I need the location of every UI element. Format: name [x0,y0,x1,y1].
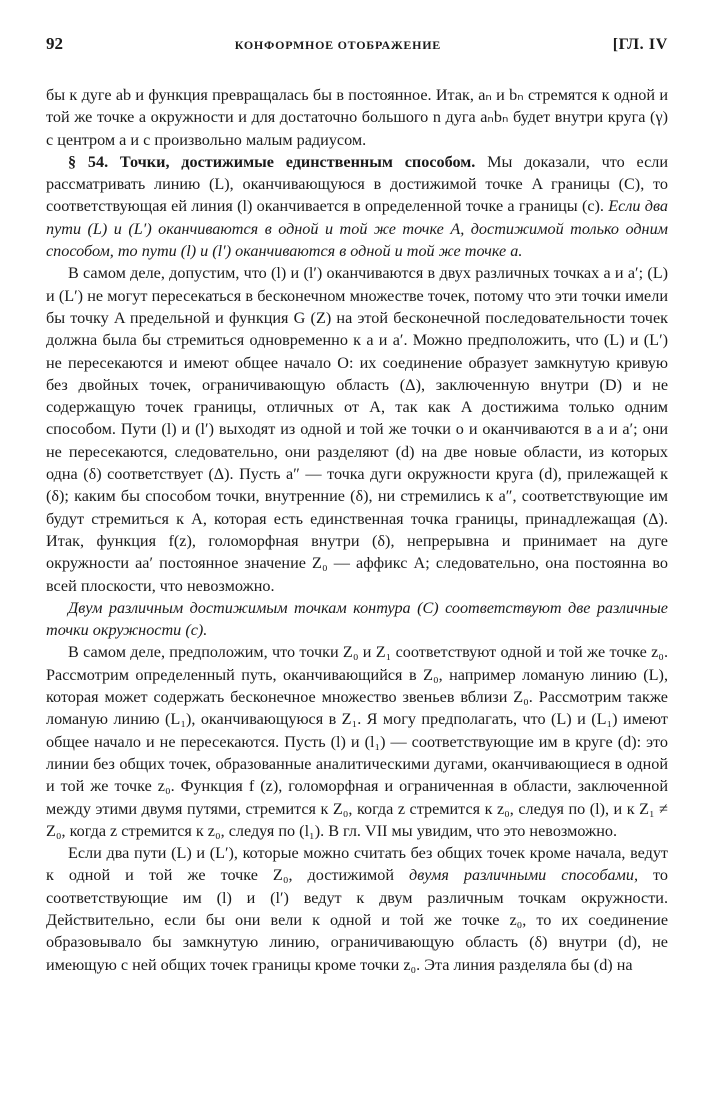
chapter-reference: [ГЛ. IV [612,36,668,53]
final-paragraph-start: Если два пути (L) и (L′), которые можно считать без общих точек кроме начала, ведут к одной и той же точке Z₀, достижимой [46,844,668,885]
final-paragraph-end: то соответствующие им (l) и (l′) ведут к двум различным точкам окружности. Действительно, если бы они вели к одной и той же точке z₀, то их соединение образовывало бы замкнутую линию, ограничивающую область (δ) внутри (d), не имеющую с ней общих точек границы кроме точки z₀. Эта линия разделяла бы (d) на [46,866,669,974]
paragraph-continuation: бы к дуге ab и функция превращалась бы в постоянное. Итак, aₙ и bₙ стремятся к одной и той же точке a окружности и для достаточно большого n дуга aₙbₙ будет внутри круга (γ) с центром a и с произвольно малым радиусом. [46,86,668,149]
running-title: КОНФОРМНОЕ ОТОБРАЖЕНИЕ [234,38,441,52]
body-text [46,84,668,976]
page-number: 92 [46,34,63,53]
section-paragraph [46,151,668,262]
proof-paragraph: В самом деле, допустим, что (l) и (l′) оканчиваются в двух различных точках a и a′; (L) и (L′) не могут пересекаться в бесконечном множестве точек, потому что эти точки имели бы точку A предельной и функция G (Z) на этой бесконечной последовательности точек должна была бы стремиться одновременно к a и a′. Можно предположить, что (L) и (L′) не пересекаются и имеют общее начало O: их соединение образует замкнутую кривую без двойных точек, ограничивающую область (Δ), заключенную внутри (D) и не содержащую точек границы, отличных от A, так как A достижима только одним способом. Пути (l) и (l′) выходят из одной и той же точки o и оканчиваются в a и a′; они не пересекаются, следовательно, они разделяют (d) на две новые области, из которых одна (δ) соответствует (Δ). Пусть a″ — точка дуги окружности круга (d), прилежащей к (δ); каким бы способом точки, внутренние (δ), ни стремились к a″, соответствующие им будут стремиться к A, которая есть единственная точка границы, принадлежащая (Δ). Итак, функция f(z), голоморфная внутри (δ), непрерывна и принимает на дуге окружности aa′ постоянное значение Z₀ — аффикс A; следовательно, она постоянна во всей плоскости, что невозможно. [46,264,668,595]
second-proof-paragraph: В самом деле, предположим, что точки Z₀ и Z₁ соответствуют одной и той же точке z₀. Рассмотрим определенный путь, оканчивающийся в Z₀, например ломаную линию (L), которая может содержать бесконечное множество звеньев вблизи Z₀. Рассмотрим также ломаную линию (L₁), оканчивающуюся в Z₁. Я могу предполагать, что (L) и (L₁) имеют общее начало и не пересекаются. Пусть (l) и (l₁) — соответствующие им в круге (d): это линии без общих точек, образованные аналитическими дугами, оканчивающиеся в одной и той же точке z₀. Функция f (z), голоморфная и ограниченная в области, заключенной между этими двумя путями, стремится к Z₀, когда z стремится к z₀, следуя по (l), и к Z₁ ≠ Z₀, когда z стремится к z₀, следуя по (l₁). В гл. VII мы увидим, что это невозможно. [46,643,668,840]
section-number: § 54. [68,152,109,171]
page-header [46,34,668,64]
theorem-statement: Если два пути (L) и (L′) оканчиваются в одной и той же точке A, достижимой только одним способом, то пути (l) и (l′) оканчиваются в одной и той же точке a. [46,197,668,261]
section-intro-text: Мы доказали, что если рассматривать линию (L), оканчивающуюся в достижимой точке A границы (C), то соответствующая ей линия (l) оканчивается в определенной точке a границы (c). [46,152,669,216]
final-paragraph [46,842,668,976]
emphasized-phrase: двумя различными способами, [409,866,639,885]
corollary-statement: Двум различным достижимым точкам контура (C) соответствуют две различные точки окружности (c). [46,598,668,640]
section-heading: Точки, достижимые единственным способом. [119,152,476,171]
